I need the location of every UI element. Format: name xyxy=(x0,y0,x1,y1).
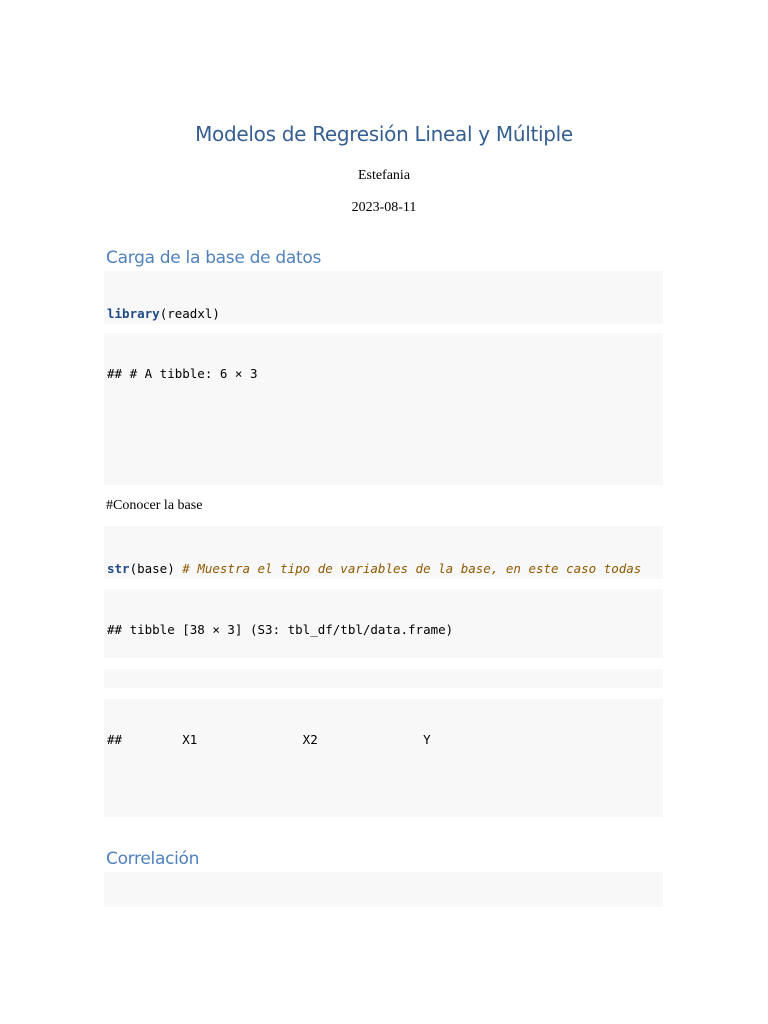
section-heading-carga: Carga de la base de datos xyxy=(106,248,322,268)
code-line: str(base) # Muestra el tipo de variables de la base, en este caso todas xyxy=(107,561,642,576)
code-line: library(readxl) xyxy=(107,306,220,321)
author: Estefania xyxy=(357,168,411,183)
code-block-pairs xyxy=(104,872,663,907)
page-title: Modelos de Regresión Lineal y Múltiple xyxy=(195,122,573,146)
output-block-head xyxy=(104,333,663,485)
note-conocer-base: #Conocer la base xyxy=(106,498,203,513)
output-block-str xyxy=(104,589,663,658)
output-line: ## tibble [38 × 3] (S3: tbl_df/tbl/data.frame) xyxy=(107,622,454,638)
section-heading-correlacion: Correlación xyxy=(106,849,200,869)
code-line xyxy=(107,906,660,907)
output-block-summary xyxy=(104,699,663,817)
date: 2023-08-11 xyxy=(351,200,417,215)
output-line: ## # A tibble: 6 × 3 xyxy=(107,366,258,382)
code-block-summary xyxy=(104,669,663,688)
output-line: ## X1 X2 Y xyxy=(107,732,491,748)
code-block-str xyxy=(104,526,663,579)
code-block-load xyxy=(104,271,663,324)
